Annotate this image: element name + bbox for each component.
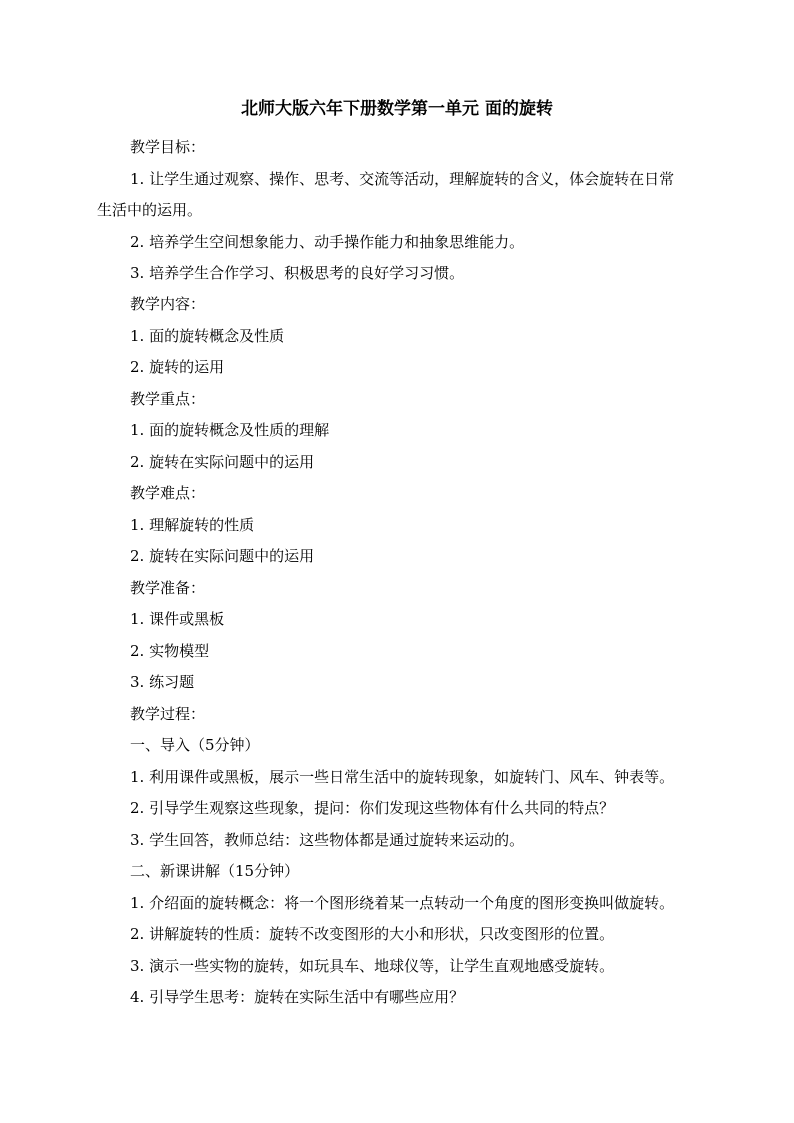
section-heading-difficulties: 教学难点： bbox=[130, 484, 206, 502]
lesson-step-1: 1. 介绍面的旋转概念：将一个图形绕着某一点转动一个角度的图形变换叫做旋转。 bbox=[130, 894, 675, 912]
process-part-new-lesson: 二、新课讲解（15分钟） bbox=[130, 862, 300, 880]
intro-step-2: 2. 引导学生观察这些现象，提问：你们发现这些物体有什么共同的特点？ bbox=[130, 799, 615, 817]
section-heading-key-points: 教学重点： bbox=[130, 390, 206, 408]
document-title: 北师大版六年下册数学第一单元 面的旋转 bbox=[241, 99, 553, 119]
preparation-item-3: 3. 练习题 bbox=[130, 673, 195, 691]
content-item-2: 2. 旋转的运用 bbox=[130, 358, 225, 376]
section-heading-process: 教学过程： bbox=[130, 705, 206, 723]
objective-item-1-continued: 生活中的运用。 bbox=[97, 201, 203, 219]
content-item-1: 1. 面的旋转概念及性质 bbox=[130, 327, 285, 345]
preparation-item-1: 1. 课件或黑板 bbox=[130, 610, 225, 628]
intro-step-1: 1. 利用课件或黑板，展示一些日常生活中的旋转现象，如旋转门、风车、钟表等。 bbox=[130, 768, 675, 786]
lesson-step-2: 2. 讲解旋转的性质：旋转不改变图形的大小和形状，只改变图形的位置。 bbox=[130, 925, 615, 943]
section-heading-preparation: 教学准备： bbox=[130, 579, 206, 597]
difficulty-item-2: 2. 旋转在实际问题中的运用 bbox=[130, 547, 315, 565]
lesson-step-4: 4. 引导学生思考：旋转在实际生活中有哪些应用？ bbox=[130, 988, 465, 1006]
lesson-step-3: 3. 演示一些实物的旋转，如玩具车、地球仪等，让学生直观地感受旋转。 bbox=[130, 957, 615, 975]
section-heading-objectives: 教学目标： bbox=[130, 138, 206, 156]
key-point-item-2: 2. 旋转在实际问题中的运用 bbox=[130, 453, 315, 471]
process-part-intro: 一、导入（5分钟） bbox=[130, 736, 260, 754]
intro-step-3: 3. 学生回答，教师总结：这些物体都是通过旋转来运动的。 bbox=[130, 831, 525, 849]
key-point-item-1: 1. 面的旋转概念及性质的理解 bbox=[130, 421, 330, 439]
objective-item-1: 1. 让学生通过观察、操作、思考、交流等活动，理解旋转的含义，体会旋转在日常 bbox=[130, 170, 675, 188]
difficulty-item-1: 1. 理解旋转的性质 bbox=[130, 516, 255, 534]
objective-item-3: 3. 培养学生合作学习、积极思考的良好学习习惯。 bbox=[130, 264, 465, 282]
preparation-item-2: 2. 实物模型 bbox=[130, 642, 210, 660]
section-heading-content: 教学内容： bbox=[130, 295, 206, 313]
objective-item-2: 2. 培养学生空间想象能力、动手操作能力和抽象思维能力。 bbox=[130, 233, 525, 251]
